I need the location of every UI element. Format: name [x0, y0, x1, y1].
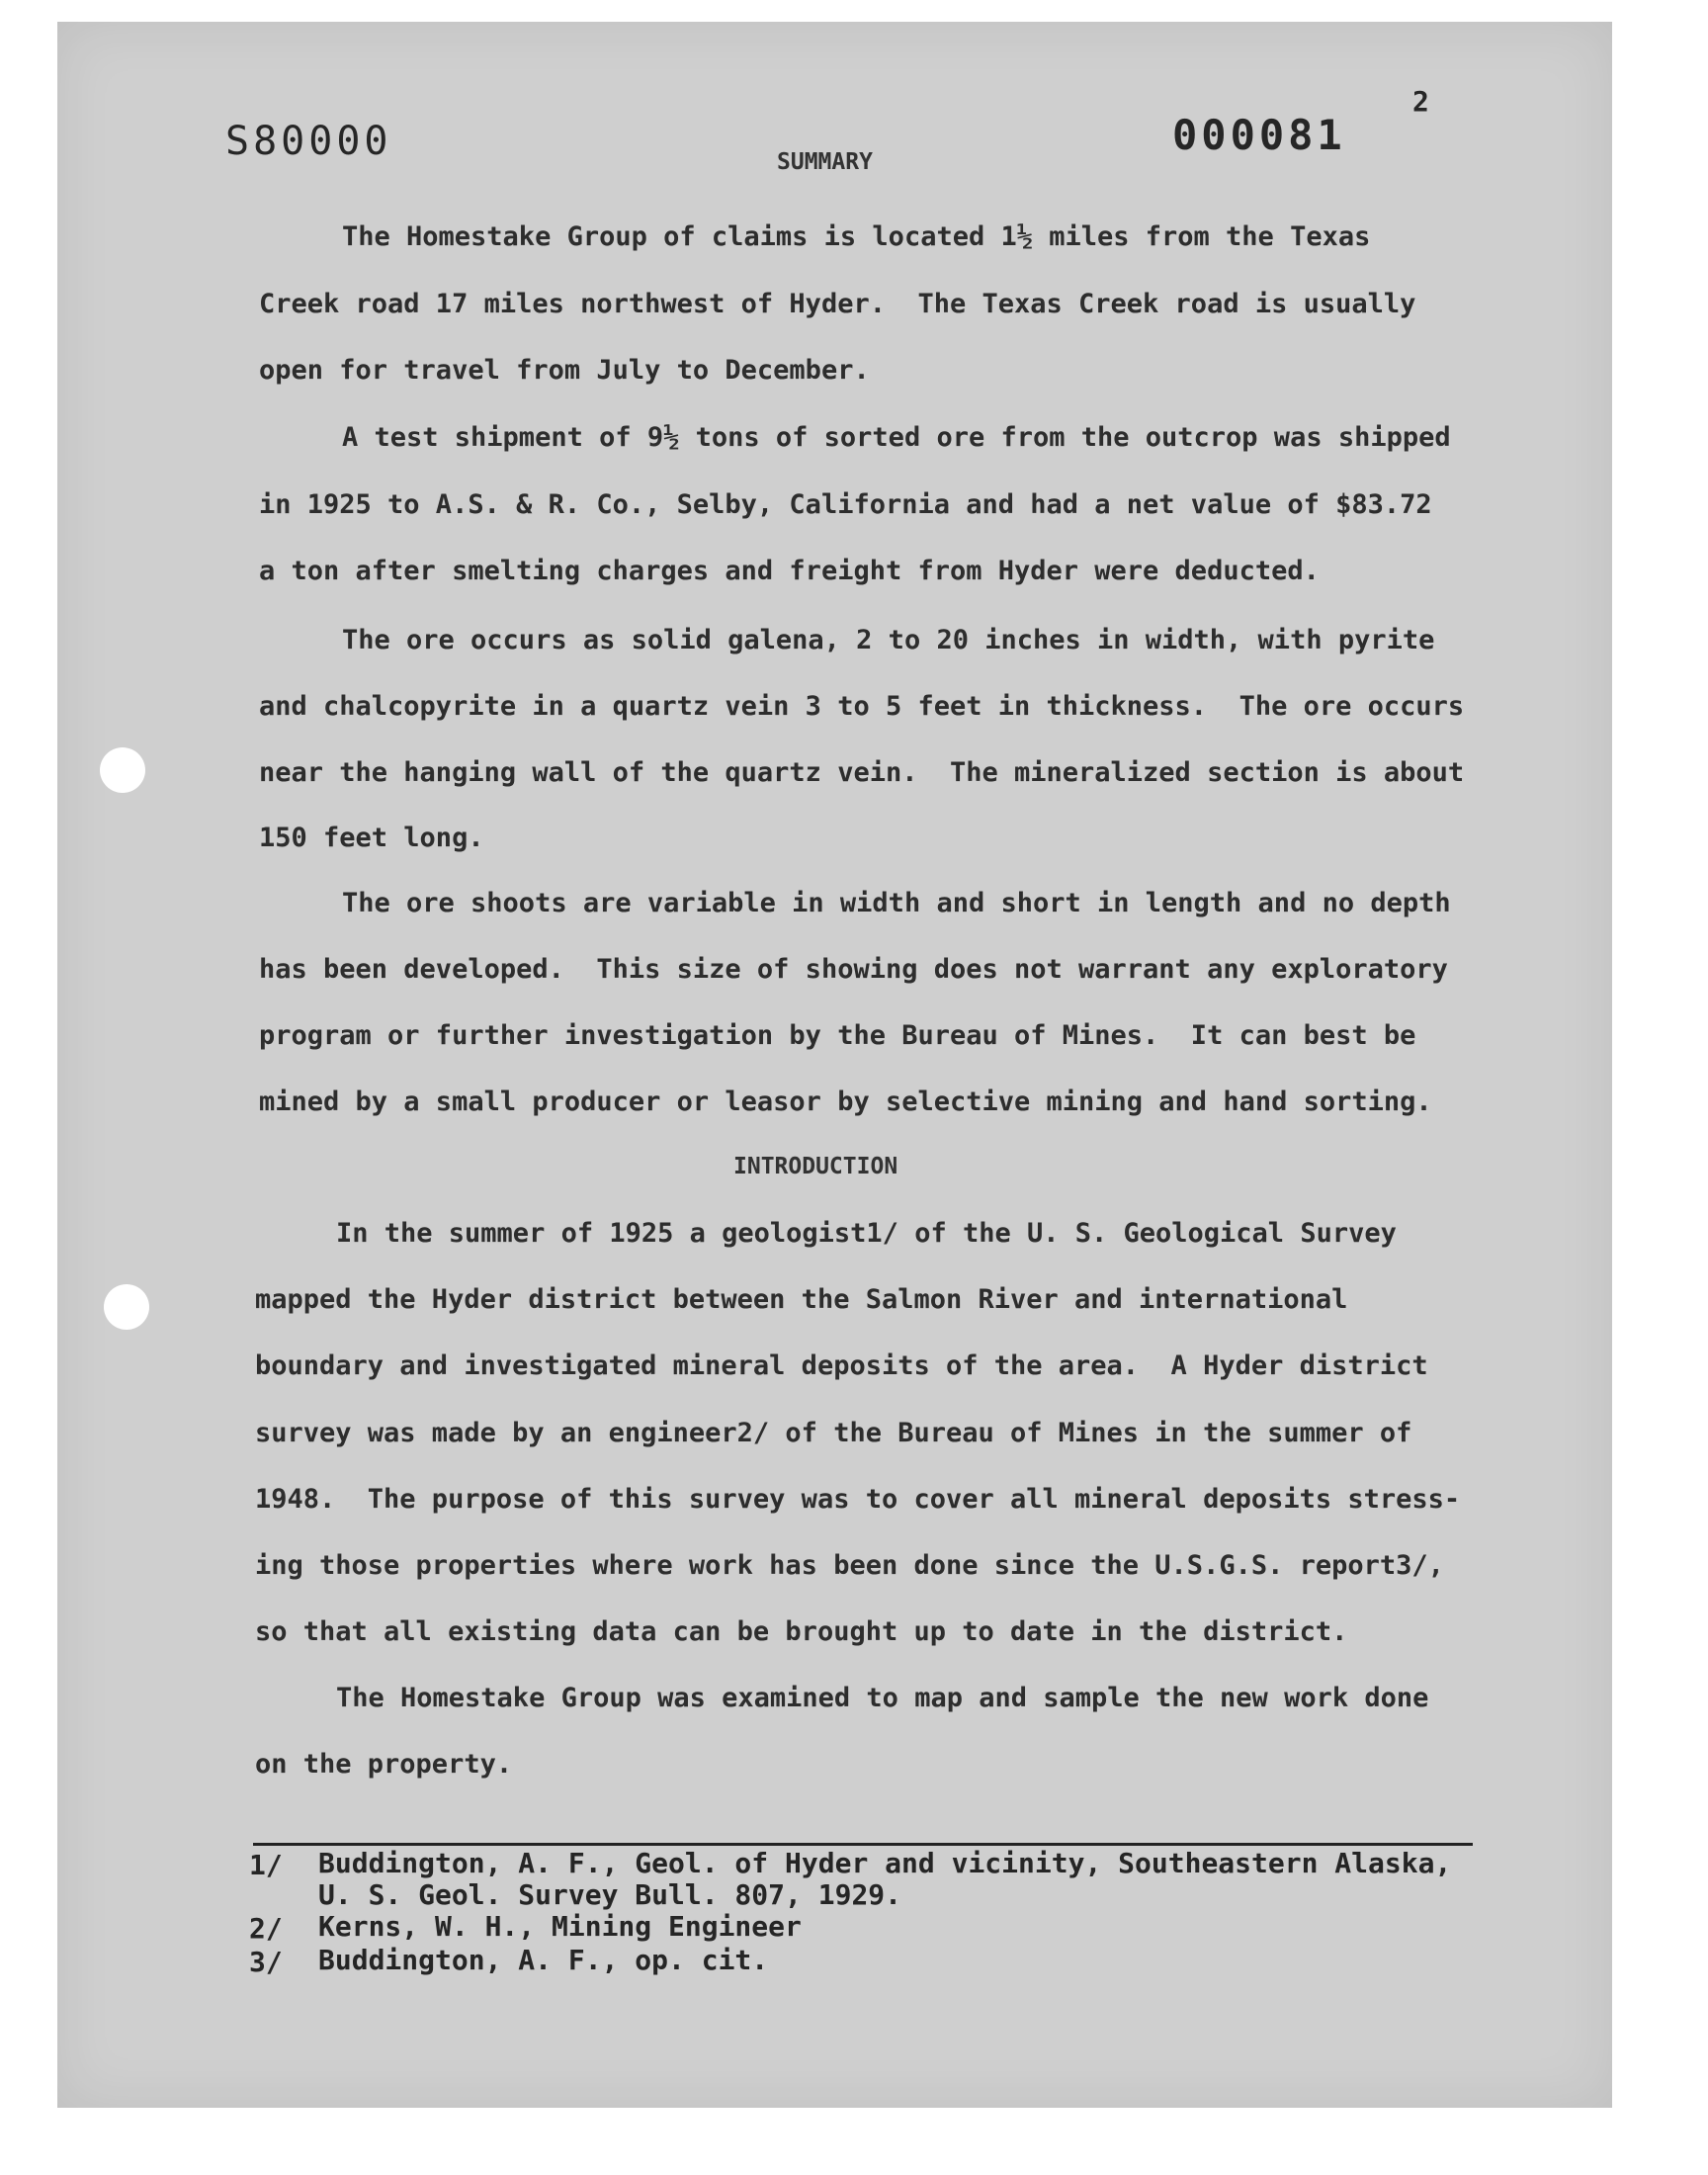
summary-p4-line1: The ore shoots are variable in width and short in length and no depth	[342, 888, 1451, 918]
summary-heading: SUMMARY	[777, 149, 873, 175]
intro-p2-line2: on the property.	[255, 1749, 513, 1780]
summary-p3-line4: 150 feet long.	[259, 823, 484, 853]
intro-p1-line4: survey was made by an engineer2/ of the Bureau of Mines in the summer of	[255, 1418, 1412, 1448]
summary-p2-line1: A test shipment of 9½ tons of sorted ore from the outcrop was shipped	[342, 422, 1451, 453]
document-page	[57, 22, 1612, 2108]
footnote-divider	[253, 1843, 1473, 1846]
intro-p1-line5: 1948. The purpose of this survey was to cover all mineral deposits stress-	[255, 1484, 1461, 1515]
introduction-heading: INTRODUCTION	[733, 1154, 898, 1179]
summary-p4-line2: has been developed. This size of showing does not warrant any exploratory	[259, 954, 1448, 985]
summary-p3-line1: The ore occurs as solid galena, 2 to 20 inches in width, with pyrite	[342, 625, 1435, 655]
footnote-1-mark: 1/	[249, 1849, 283, 1881]
mirrored-stamp-number: S80000	[225, 119, 392, 164]
footnote-1-line2: U. S. Geol. Survey Bull. 807, 1929.	[318, 1878, 902, 1911]
intro-p1-line3: boundary and investigated mineral deposits of the area. A Hyder district	[255, 1350, 1428, 1381]
document-control-number: 000081	[1172, 111, 1346, 159]
summary-p1-line3: open for travel from July to December.	[259, 355, 870, 386]
summary-p3-line2: and chalcopyrite in a quartz vein 3 to 5 feet in thickness. The ore occurs	[259, 691, 1465, 722]
footnote-2-line1: Kerns, W. H., Mining Engineer	[318, 1910, 802, 1943]
summary-p1-line1: The Homestake Group of claims is located 1½ miles from the Texas	[342, 221, 1371, 252]
summary-p2-line3: a ton after smelting charges and freight from Hyder were deducted.	[259, 556, 1320, 586]
footnote-3-mark: 3/	[249, 1946, 283, 1978]
intro-p1-line6: ing those properties where work has been done since the U.S.G.S. report3/,	[255, 1550, 1444, 1581]
summary-p4-line3: program or further investigation by the Bureau of Mines. It can best be	[259, 1020, 1416, 1051]
intro-p1-line2: mapped the Hyder district between the Salmon River and international	[255, 1284, 1348, 1315]
intro-p1-line1: In the summer of 1925 a geologist1/ of the U. S. Geological Survey	[336, 1218, 1397, 1249]
summary-p2-line2: in 1925 to A.S. & R. Co., Selby, California and had a net value of $83.72	[259, 489, 1432, 520]
page-number: 2	[1412, 85, 1433, 118]
summary-p4-line4: mined by a small producer or leasor by selective mining and hand sorting.	[259, 1087, 1432, 1117]
intro-p2-line1: The Homestake Group was examined to map and sample the new work done	[336, 1683, 1429, 1713]
footnote-3-line1: Buddington, A. F., op. cit.	[318, 1944, 769, 1976]
punch-hole-bottom	[104, 1284, 149, 1330]
footnote-1-line1: Buddington, A. F., Geol. of Hyder and vicinity, Southeastern Alaska,	[318, 1847, 1452, 1879]
summary-p3-line3: near the hanging wall of the quartz vein. The mineralized section is about	[259, 757, 1465, 788]
summary-p1-line2: Creek road 17 miles northwest of Hyder. The Texas Creek road is usually	[259, 289, 1416, 319]
intro-p1-line7: so that all existing data can be brought up to date in the district.	[255, 1616, 1348, 1647]
punch-hole-top	[100, 747, 145, 793]
footnote-2-mark: 2/	[249, 1912, 283, 1945]
